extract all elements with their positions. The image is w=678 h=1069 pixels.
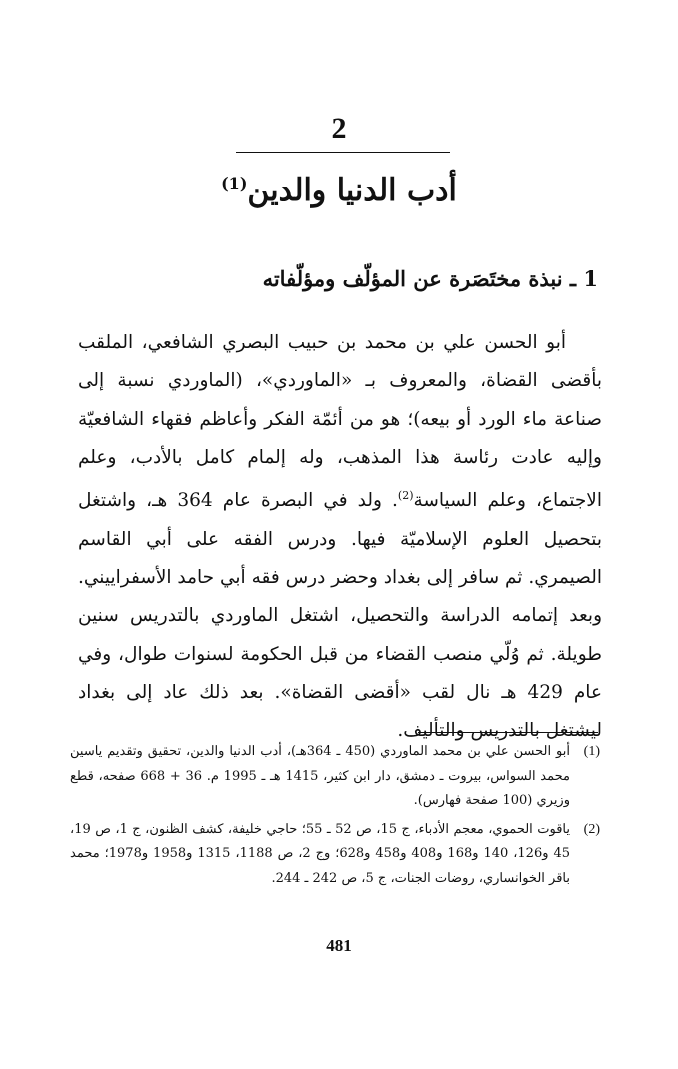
footnote-1-marker: (1)	[583, 744, 600, 759]
footnote-rule	[418, 732, 598, 733]
footnote-2	[70, 818, 600, 892]
chapter-number: 2	[331, 112, 347, 145]
chapter-title-note-ref[interactable]: (1)	[221, 174, 248, 193]
chapter-rule	[236, 152, 450, 153]
body-part-1: أبو الحسن علي بن محمد بن حبيب البصري الشافعي، الملقب بأقضى القضاة، والمعروف بـ «الماوردي»، (الماوردي نسبة إلى صناعة ماء الورد أو بيعه)؛ هو من أئمّة الفكر وأعاظم فقهاء الشافعيّة وإليه عادت رئاسة هذا المذهب، وله إلمام كامل بالأدب، وعلم الاجتماع، وعلم السياسة	[78, 332, 602, 512]
footnote-2-marker: (2)	[583, 821, 600, 837]
body-note-ref[interactable]: (2)	[397, 489, 414, 503]
footnote-2-text: ياقوت الحموي، معجم الأدباء، ج 15، ص 52 ـ 55؛ حاجي خليفة، كشف الظنون، ج 1، ص 19، 45 و126، 140 و168 و408 و458 و628؛ وج 2، ص 1188، 1315 و1958 و1978؛ محمد باقر الخوانساري، روضات الجنات، ج 5، ص 242 ـ 244.	[70, 821, 570, 886]
body-paragraph	[78, 324, 602, 750]
body-part-2: . ولد في البصرة عام 364 هـ، واشتغل بتحصيل العلوم الإسلاميّة فيها. ودرس الفقه على أبي القاسم الصيمري. ثم سافر إلى بغداد وحضر درس فقه أبي حامد الأسفراييني. وبعد إتمامه الدراسة والتحصيل، اشتغل الماوردي بالتدريس سنين طويلة. ثم وُلّي منصب القضاء من قبل الحكومة لسنوات طوال، وفي عام 429 هـ نال لقب «أقضى القضاة». بعد ذلك عاد إلى بغداد ليشتغل بالتدريس والتأليف.	[78, 490, 602, 742]
section-title: 1 ـ نبذة مختَصَرة عن المؤلّف ومؤلّفاته	[262, 266, 598, 291]
footnotes	[70, 740, 600, 895]
page-number: 481	[326, 936, 352, 955]
chapter-title-text: أدب الدنيا والدين	[247, 173, 457, 208]
chapter-title	[0, 160, 678, 215]
footnote-1-text: أبو الحسن علي بن محمد الماوردي (450 ـ 364هـ)، أدب الدنيا والدين، تحقيق وتقديم ياسين محمد السواس، بيروت ـ دمشق، دار ابن كثير، 1415 هـ ـ 1995 م. 36 + 668 صفحه، قطع وزيري (100 صفحة فهارس).	[70, 744, 570, 808]
footnote-1	[70, 740, 600, 814]
body-text	[78, 324, 602, 750]
